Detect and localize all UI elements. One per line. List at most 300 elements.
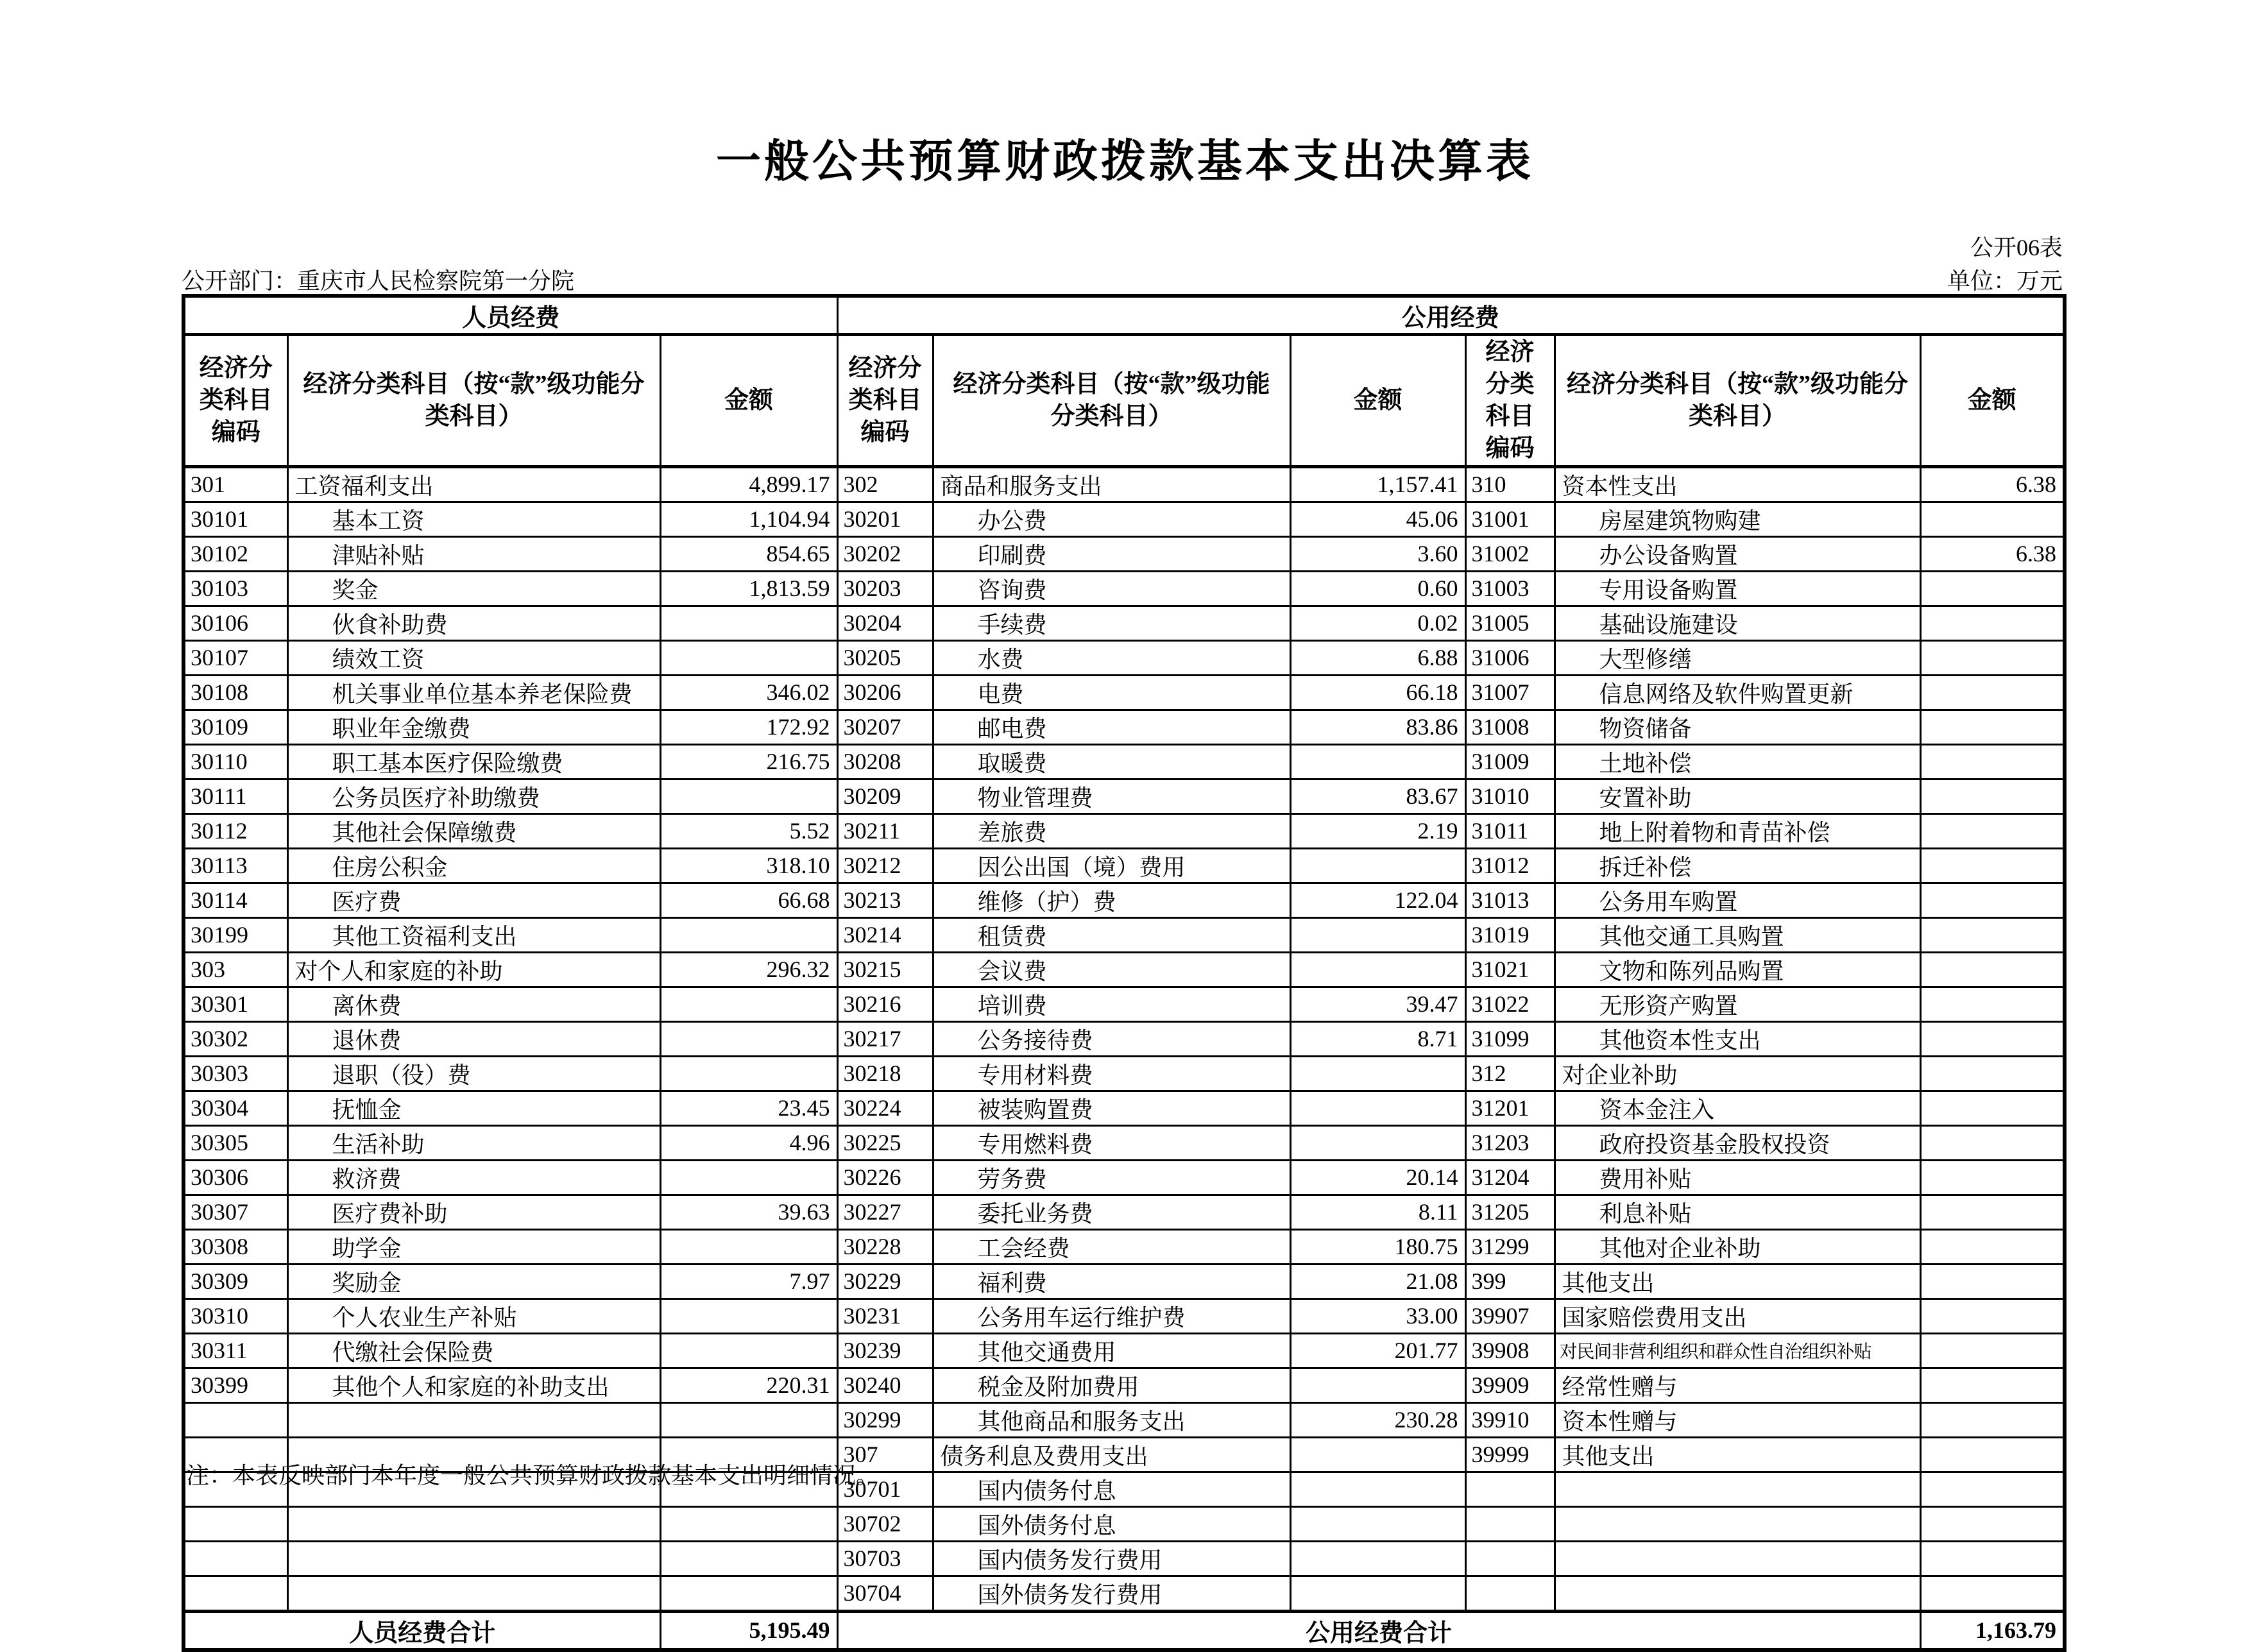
subject-cell: 绩效工资	[287, 640, 660, 675]
subject-cell: 取暖费	[933, 744, 1290, 779]
code-cell: 31010	[1465, 779, 1555, 813]
subject-cell: 生活补助	[287, 1125, 660, 1160]
col-header-subject: 经济分类科目（按“款”级功能分类科目）	[287, 335, 660, 467]
table-row	[183, 952, 2065, 987]
code-cell: 30301	[183, 987, 287, 1021]
table-row	[183, 1056, 2065, 1091]
subject-cell: 政府投资基金股权投资	[1555, 1125, 1920, 1160]
amount-cell	[660, 606, 837, 640]
amount-cell	[1920, 606, 2065, 640]
subject-cell: 印刷费	[933, 536, 1290, 571]
col-header-amount: 金额	[1920, 335, 2065, 467]
table-row	[183, 536, 2065, 571]
code-cell: 30306	[183, 1160, 287, 1195]
amount-cell	[660, 779, 837, 813]
amount-cell: 346.02	[660, 675, 837, 710]
amount-cell: 230.28	[1290, 1402, 1465, 1437]
code-cell: 39910	[1465, 1402, 1555, 1437]
amount-cell: 318.10	[660, 848, 837, 883]
table-row	[183, 502, 2065, 536]
amount-cell	[1920, 1229, 2065, 1264]
code-cell: 30231	[837, 1299, 933, 1333]
code-cell	[1465, 1506, 1555, 1541]
amount-cell	[660, 1056, 837, 1091]
code-cell: 31005	[1465, 606, 1555, 640]
public-total-label: 公用经费合计	[837, 1611, 1920, 1650]
subject-cell: 其他资本性支出	[1555, 1021, 1920, 1056]
amount-cell: 3.60	[1290, 536, 1465, 571]
table-row	[183, 675, 2065, 710]
subject-cell	[287, 1576, 660, 1611]
code-cell: 31008	[1465, 710, 1555, 744]
subject-cell: 因公出国（境）费用	[933, 848, 1290, 883]
amount-cell	[1920, 1506, 2065, 1541]
amount-cell	[1920, 1091, 2065, 1125]
amount-cell	[660, 1541, 837, 1576]
subject-cell: 国外债务付息	[933, 1506, 1290, 1541]
table-row	[183, 1021, 2065, 1056]
amount-cell	[1290, 1056, 1465, 1091]
table-row	[183, 1368, 2065, 1402]
code-cell: 31205	[1465, 1195, 1555, 1229]
subject-cell: 电费	[933, 675, 1290, 710]
total-row	[183, 1611, 2065, 1650]
amount-cell: 220.31	[660, 1368, 837, 1402]
subject-cell: 专用设备购置	[1555, 571, 1920, 606]
subject-cell: 劳务费	[933, 1160, 1290, 1195]
amount-cell	[660, 1021, 837, 1056]
code-cell: 30308	[183, 1229, 287, 1264]
code-cell: 30114	[183, 883, 287, 917]
subject-cell: 利息补贴	[1555, 1195, 1920, 1229]
subject-cell: 经常性赠与	[1555, 1368, 1920, 1402]
table-row	[183, 744, 2065, 779]
subject-cell: 对企业补助	[1555, 1056, 1920, 1091]
col-header-amount: 金额	[660, 335, 837, 467]
subject-cell: 工资福利支出	[287, 466, 660, 502]
subject-cell: 工会经费	[933, 1229, 1290, 1264]
subject-cell: 奖励金	[287, 1264, 660, 1299]
amount-cell	[660, 1299, 837, 1333]
table-row	[183, 1333, 2065, 1368]
amount-cell: 33.00	[1290, 1299, 1465, 1333]
table-row	[183, 1125, 2065, 1160]
amount-cell: 0.60	[1290, 571, 1465, 606]
subject-cell: 专用燃料费	[933, 1125, 1290, 1160]
code-cell: 39999	[1465, 1437, 1555, 1472]
code-cell: 30212	[837, 848, 933, 883]
code-cell: 31007	[1465, 675, 1555, 710]
amount-cell	[1920, 710, 2065, 744]
table-row	[183, 813, 2065, 848]
table-number: 公开06表	[1970, 235, 2063, 260]
amount-cell	[1920, 640, 2065, 675]
amount-cell	[1290, 1125, 1465, 1160]
code-cell: 30303	[183, 1056, 287, 1091]
code-cell: 30199	[183, 917, 287, 952]
code-cell: 30309	[183, 1264, 287, 1299]
amount-cell: 172.92	[660, 710, 837, 744]
code-cell: 30229	[837, 1264, 933, 1299]
amount-cell	[1920, 917, 2065, 952]
code-cell: 31012	[1465, 848, 1555, 883]
code-cell	[183, 1576, 287, 1611]
code-cell: 30215	[837, 952, 933, 987]
code-cell: 31001	[1465, 502, 1555, 536]
code-cell: 30304	[183, 1091, 287, 1125]
amount-cell	[1290, 1506, 1465, 1541]
subject-cell: 土地补偿	[1555, 744, 1920, 779]
column-header-row	[183, 335, 2065, 467]
subject-cell: 物业管理费	[933, 779, 1290, 813]
budget-table	[182, 294, 2067, 1652]
amount-cell	[660, 987, 837, 1021]
code-cell: 30213	[837, 883, 933, 917]
code-cell: 30205	[837, 640, 933, 675]
code-cell: 31022	[1465, 987, 1555, 1021]
subject-cell: 其他交通费用	[933, 1333, 1290, 1368]
code-cell: 30211	[837, 813, 933, 848]
subject-cell: 助学金	[287, 1229, 660, 1264]
subject-cell	[1555, 1541, 1920, 1576]
amount-cell: 6.88	[1290, 640, 1465, 675]
amount-cell	[1920, 779, 2065, 813]
table-row	[183, 606, 2065, 640]
subject-cell: 办公费	[933, 502, 1290, 536]
code-cell: 30101	[183, 502, 287, 536]
subject-cell: 其他支出	[1555, 1437, 1920, 1472]
code-cell: 31011	[1465, 813, 1555, 848]
amount-cell	[1290, 952, 1465, 987]
code-cell: 30111	[183, 779, 287, 813]
table-row	[183, 779, 2065, 813]
amount-cell	[660, 1160, 837, 1195]
code-cell: 30226	[837, 1160, 933, 1195]
subject-cell: 其他商品和服务支出	[933, 1402, 1290, 1437]
col-header-amount: 金额	[1290, 335, 1465, 467]
subject-cell: 被装购置费	[933, 1091, 1290, 1125]
subject-cell: 专用材料费	[933, 1056, 1290, 1091]
table-row	[183, 1402, 2065, 1437]
code-cell: 30311	[183, 1333, 287, 1368]
code-cell: 31019	[1465, 917, 1555, 952]
table-row	[183, 1264, 2065, 1299]
amount-cell	[1920, 848, 2065, 883]
code-cell: 30240	[837, 1368, 933, 1402]
subject-cell: 培训费	[933, 987, 1290, 1021]
subject-cell: 办公设备购置	[1555, 536, 1920, 571]
amount-cell	[1290, 1091, 1465, 1125]
amount-cell: 45.06	[1290, 502, 1465, 536]
amount-cell: 296.32	[660, 952, 837, 987]
subject-cell: 代缴社会保险费	[287, 1333, 660, 1368]
code-cell: 30228	[837, 1229, 933, 1264]
code-cell: 30307	[183, 1195, 287, 1229]
col-header-code: 经济分类科目编码	[837, 335, 933, 467]
subject-cell: 基本工资	[287, 502, 660, 536]
section-header-personnel: 人员经费	[183, 296, 837, 335]
subject-cell	[287, 1402, 660, 1437]
subject-cell: 奖金	[287, 571, 660, 606]
page-title: 一般公共预算财政拨款基本支出决算表	[716, 137, 1534, 187]
amount-cell	[1920, 1333, 2065, 1368]
table-row	[183, 1229, 2065, 1264]
personnel-total-label: 人员经费合计	[183, 1611, 660, 1650]
amount-cell: 8.11	[1290, 1195, 1465, 1229]
subject-cell: 职业年金缴费	[287, 710, 660, 744]
table-row	[183, 1195, 2065, 1229]
amount-cell	[1920, 1368, 2065, 1402]
subject-cell: 手续费	[933, 606, 1290, 640]
subject-cell: 水费	[933, 640, 1290, 675]
subject-cell: 公务接待费	[933, 1021, 1290, 1056]
col-header-code: 经济分类科目编码	[183, 335, 287, 467]
table-head	[183, 296, 2065, 466]
subject-cell: 其他交通工具购置	[1555, 917, 1920, 952]
code-cell: 30214	[837, 917, 933, 952]
code-cell: 31009	[1465, 744, 1555, 779]
amount-cell: 4.96	[660, 1125, 837, 1160]
code-cell: 302	[837, 466, 933, 502]
code-cell: 31021	[1465, 952, 1555, 987]
code-cell: 399	[1465, 1264, 1555, 1299]
amount-cell: 66.68	[660, 883, 837, 917]
code-cell: 31203	[1465, 1125, 1555, 1160]
code-cell: 310	[1465, 466, 1555, 502]
subject-cell: 地上附着物和青苗补偿	[1555, 813, 1920, 848]
personnel-total-amount: 5,195.49	[660, 1611, 837, 1650]
subject-cell: 公务员医疗补助缴费	[287, 779, 660, 813]
subject-cell: 国家赔偿费用支出	[1555, 1299, 1920, 1333]
code-cell	[183, 1541, 287, 1576]
subject-cell: 咨询费	[933, 571, 1290, 606]
amount-cell	[1920, 1264, 2065, 1299]
code-cell: 31013	[1465, 883, 1555, 917]
subject-cell: 其他支出	[1555, 1264, 1920, 1299]
subject-cell: 债务利息及费用支出	[933, 1437, 1290, 1472]
amount-cell	[660, 1576, 837, 1611]
col-header-code: 经济分类科目编码	[1465, 335, 1555, 467]
amount-cell: 0.02	[1290, 606, 1465, 640]
code-cell: 30107	[183, 640, 287, 675]
amount-cell	[1920, 987, 2065, 1021]
code-cell	[1465, 1541, 1555, 1576]
subject-cell: 物资储备	[1555, 710, 1920, 744]
subject-cell: 职工基本医疗保险缴费	[287, 744, 660, 779]
subject-cell: 公务用车购置	[1555, 883, 1920, 917]
code-cell: 31006	[1465, 640, 1555, 675]
subject-cell: 商品和服务支出	[933, 466, 1290, 502]
code-cell: 31003	[1465, 571, 1555, 606]
code-cell: 312	[1465, 1056, 1555, 1091]
code-cell: 30209	[837, 779, 933, 813]
amount-cell	[1290, 744, 1465, 779]
amount-cell	[1290, 917, 1465, 952]
code-cell: 30208	[837, 744, 933, 779]
subject-cell: 基础设施建设	[1555, 606, 1920, 640]
subject-cell: 退休费	[287, 1021, 660, 1056]
subject-cell: 会议费	[933, 952, 1290, 987]
subject-cell: 对个人和家庭的补助	[287, 952, 660, 987]
code-cell: 30218	[837, 1056, 933, 1091]
code-cell: 30225	[837, 1125, 933, 1160]
subject-cell: 信息网络及软件购置更新	[1555, 675, 1920, 710]
amount-cell	[1920, 1125, 2065, 1160]
code-cell: 30202	[837, 536, 933, 571]
subject-cell: 其他对企业补助	[1555, 1229, 1920, 1264]
subject-cell: 安置补助	[1555, 779, 1920, 813]
amount-cell	[1920, 502, 2065, 536]
code-cell: 301	[183, 466, 287, 502]
amount-cell: 66.18	[1290, 675, 1465, 710]
amount-cell: 7.97	[660, 1264, 837, 1299]
subject-cell: 租赁费	[933, 917, 1290, 952]
amount-cell	[660, 1402, 837, 1437]
subject-cell: 房屋建筑物购建	[1555, 502, 1920, 536]
subject-cell: 文物和陈列品购置	[1555, 952, 1920, 987]
table-row	[183, 848, 2065, 883]
subject-cell: 税金及附加费用	[933, 1368, 1290, 1402]
subject-cell: 医疗费补助	[287, 1195, 660, 1229]
code-cell: 30112	[183, 813, 287, 848]
amount-cell	[1920, 1021, 2065, 1056]
subject-cell: 国内债务付息	[933, 1472, 1290, 1506]
amount-cell: 1,157.41	[1290, 466, 1465, 502]
code-cell: 31299	[1465, 1229, 1555, 1264]
code-cell: 30203	[837, 571, 933, 606]
subject-cell: 津贴补贴	[287, 536, 660, 571]
amount-cell	[660, 1333, 837, 1368]
meta-line	[182, 263, 2063, 296]
subject-cell: 大型修缮	[1555, 640, 1920, 675]
code-cell: 30216	[837, 987, 933, 1021]
amount-cell	[660, 640, 837, 675]
code-cell: 30103	[183, 571, 287, 606]
amount-cell	[660, 1506, 837, 1541]
amount-cell	[1920, 1437, 2065, 1472]
amount-cell: 2.19	[1290, 813, 1465, 848]
code-cell: 30113	[183, 848, 287, 883]
code-cell	[1465, 1472, 1555, 1506]
amount-cell: 20.14	[1290, 1160, 1465, 1195]
subject-cell	[1555, 1506, 1920, 1541]
code-cell: 30201	[837, 502, 933, 536]
code-cell: 30206	[837, 675, 933, 710]
section-header-public: 公用经费	[837, 296, 2065, 335]
department-label: 公开部门：重庆市人民检察院第一分院	[182, 268, 575, 294]
amount-cell	[1920, 571, 2065, 606]
amount-cell	[1920, 1056, 2065, 1091]
amount-cell	[1290, 1541, 1465, 1576]
subject-cell: 离休费	[287, 987, 660, 1021]
table-row	[183, 883, 2065, 917]
table-row	[183, 466, 2065, 502]
code-cell: 39908	[1465, 1333, 1555, 1368]
amount-cell: 39.47	[1290, 987, 1465, 1021]
subject-cell: 伙食补助费	[287, 606, 660, 640]
amount-cell: 83.67	[1290, 779, 1465, 813]
table-row	[183, 1091, 2065, 1125]
subject-cell: 委托业务费	[933, 1195, 1290, 1229]
amount-cell	[1920, 952, 2065, 987]
subject-cell: 公务用车运行维护费	[933, 1299, 1290, 1333]
subject-cell: 福利费	[933, 1264, 1290, 1299]
code-cell: 303	[183, 952, 287, 987]
subject-cell: 邮电费	[933, 710, 1290, 744]
table-row	[183, 917, 2065, 952]
subject-cell: 国内债务发行费用	[933, 1541, 1290, 1576]
subject-cell: 抚恤金	[287, 1091, 660, 1125]
amount-cell	[1290, 1472, 1465, 1506]
code-cell: 30224	[837, 1091, 933, 1125]
amount-cell	[1290, 1437, 1465, 1472]
code-cell: 30704	[837, 1576, 933, 1611]
table-row	[183, 1506, 2065, 1541]
code-cell: 30108	[183, 675, 287, 710]
code-cell: 30102	[183, 536, 287, 571]
amount-cell: 4,899.17	[660, 466, 837, 502]
amount-cell: 83.86	[1290, 710, 1465, 744]
amount-cell	[660, 917, 837, 952]
subject-cell: 资本性赠与	[1555, 1402, 1920, 1437]
amount-cell	[1920, 1402, 2065, 1437]
col-header-subject: 经济分类科目（按“款”级功能分类科目）	[933, 335, 1290, 467]
amount-cell: 8.71	[1290, 1021, 1465, 1056]
amount-cell	[1920, 1195, 2065, 1229]
amount-cell	[1290, 848, 1465, 883]
subject-cell: 资本金注入	[1555, 1091, 1920, 1125]
public-total-amount: 1,163.79	[1920, 1611, 2065, 1650]
code-cell: 31002	[1465, 536, 1555, 571]
subject-cell: 差旅费	[933, 813, 1290, 848]
table-row	[183, 1160, 2065, 1195]
amount-cell: 201.77	[1290, 1333, 1465, 1368]
amount-cell: 6.38	[1920, 466, 2065, 502]
code-cell: 30204	[837, 606, 933, 640]
code-cell: 30702	[837, 1506, 933, 1541]
code-cell: 30302	[183, 1021, 287, 1056]
amount-cell	[1920, 1472, 2065, 1506]
subject-cell: 维修（护）费	[933, 883, 1290, 917]
amount-cell	[1920, 1541, 2065, 1576]
table-foot	[183, 1611, 2065, 1650]
code-cell: 30310	[183, 1299, 287, 1333]
subject-cell: 其他社会保障缴费	[287, 813, 660, 848]
amount-cell	[1920, 675, 2065, 710]
amount-cell: 854.65	[660, 536, 837, 571]
amount-cell: 5.52	[660, 813, 837, 848]
table-row	[183, 1576, 2065, 1611]
code-cell: 30207	[837, 710, 933, 744]
amount-cell: 21.08	[1290, 1264, 1465, 1299]
table-row	[183, 1541, 2065, 1576]
subject-cell: 资本性支出	[1555, 466, 1920, 502]
subject-cell: 国外债务发行费用	[933, 1576, 1290, 1611]
subject-cell: 费用补贴	[1555, 1160, 1920, 1195]
table-row	[183, 640, 2065, 675]
subject-cell: 救济费	[287, 1160, 660, 1195]
table-row	[183, 710, 2065, 744]
table-body	[183, 466, 2065, 1611]
code-cell	[1465, 1576, 1555, 1611]
footnote: 注：本表反映部门本年度一般公共预算财政拨款基本支出明细情况。	[186, 1463, 880, 1488]
code-cell: 30227	[837, 1195, 933, 1229]
subject-cell: 住房公积金	[287, 848, 660, 883]
code-cell: 30701	[837, 1472, 933, 1506]
amount-cell	[1920, 1299, 2065, 1333]
code-cell	[183, 1506, 287, 1541]
subject-cell	[287, 1506, 660, 1541]
